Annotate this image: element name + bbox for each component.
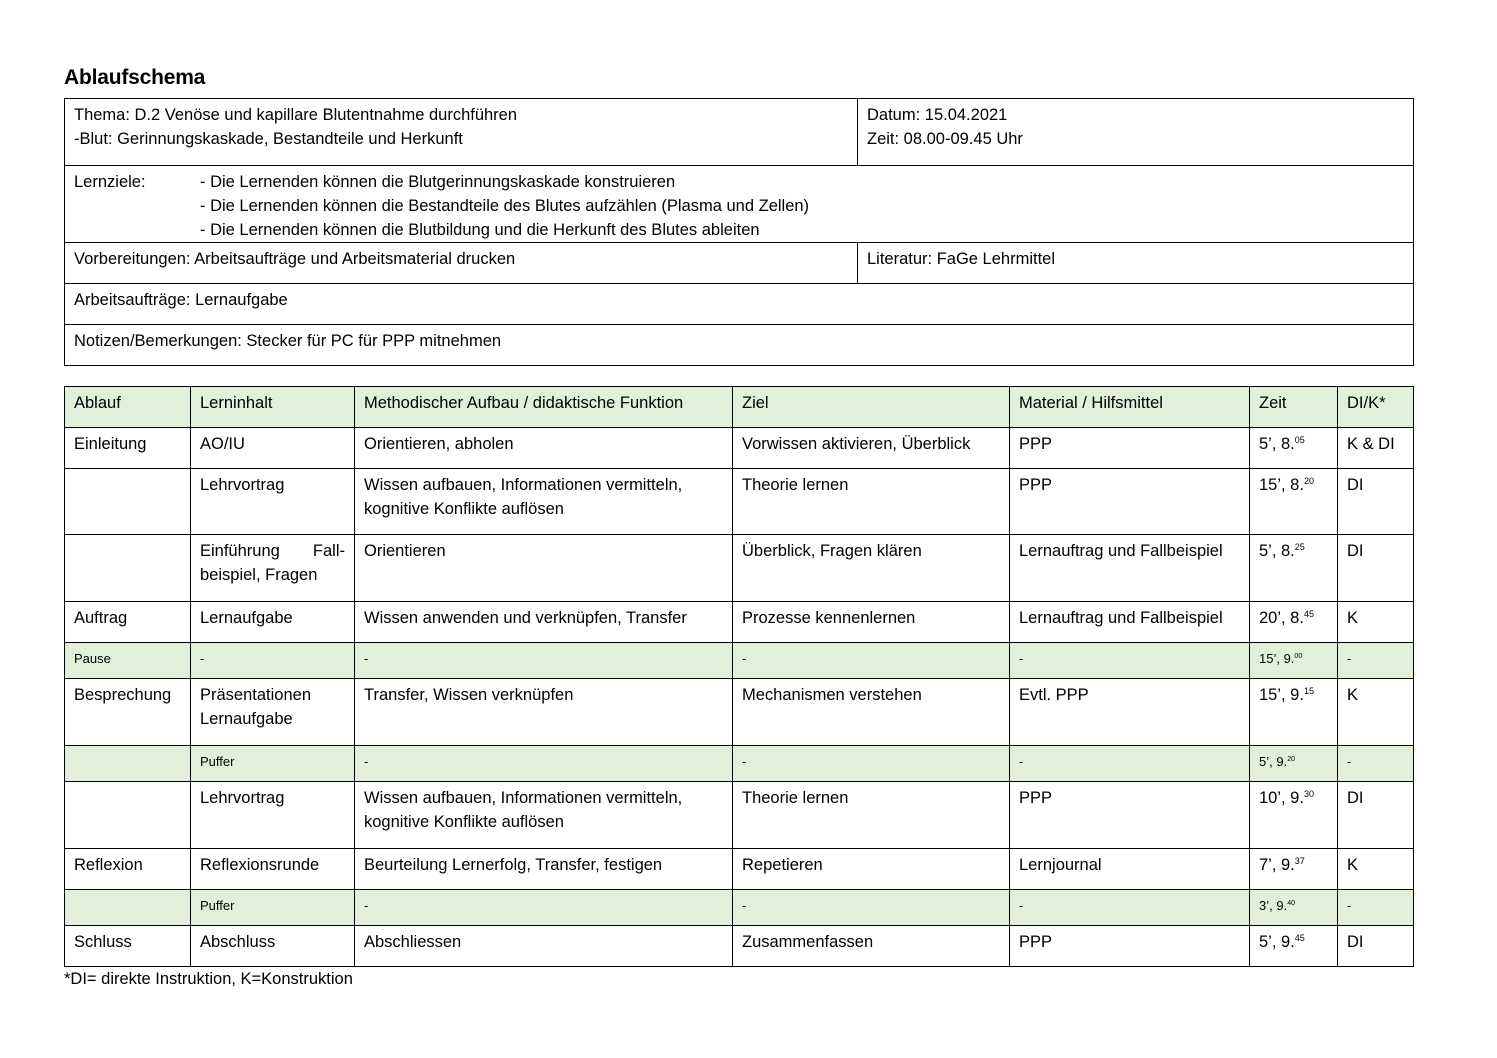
zeit-minutes: 20	[1287, 756, 1295, 763]
column-header: Ablauf	[65, 387, 191, 428]
ablauf-cell: Pause	[65, 643, 191, 679]
material-cell: Evtl. PPP	[1010, 679, 1250, 746]
zeit-cell	[1250, 428, 1338, 469]
ziel-cell: Überblick, Fragen klären	[733, 535, 1010, 602]
ablauf-table	[64, 386, 1414, 967]
zeit-value: 10’, 9.	[1259, 789, 1304, 807]
table-row	[65, 602, 1414, 643]
ablauf-cell	[65, 890, 191, 926]
zeit-cell	[1250, 849, 1338, 890]
material-cell: -	[1010, 746, 1250, 782]
methode-cell: Orientieren	[355, 535, 733, 602]
notizen-row	[65, 325, 1414, 366]
lerninhalt-cell: Lernaufgabe	[191, 602, 355, 643]
document-title: Ablaufschema	[64, 66, 206, 89]
vorbereitungen-cell: Vorbereitungen: Arbeitsaufträge und Arbeitsmaterial drucken	[65, 243, 858, 284]
methode-cell: Orientieren, abholen	[355, 428, 733, 469]
lerninhalt-cell: Einführung Fall-beispiel, Fragen	[191, 535, 355, 602]
zeit-value: 15’, 9.	[1259, 651, 1295, 666]
dik-cell: -	[1338, 890, 1414, 926]
table-row	[65, 849, 1414, 890]
ziel-cell: Repetieren	[733, 849, 1010, 890]
zeit-cell	[1250, 926, 1338, 967]
lernziele-label: Lernziele:	[74, 173, 146, 191]
ziel-cell: Mechanismen verstehen	[733, 679, 1010, 746]
material-cell: -	[1010, 643, 1250, 679]
material-cell: PPP	[1010, 428, 1250, 469]
zeit-cell	[1250, 679, 1338, 746]
ablauf-cell: Auftrag	[65, 602, 191, 643]
zeit-minutes: 15	[1303, 686, 1314, 696]
ziel-cell: -	[733, 643, 1010, 679]
zeit-value: 7’, 9.	[1259, 856, 1295, 874]
dik-cell: -	[1338, 746, 1414, 782]
zeit-value: 15’, 8.	[1259, 476, 1304, 494]
dik-cell: DI	[1338, 926, 1414, 967]
ablauf-cell: Einleitung	[65, 428, 191, 469]
datum-cell	[858, 99, 1414, 166]
dik-cell: K	[1338, 849, 1414, 890]
zeit-cell	[1250, 890, 1338, 926]
lernziele-row	[65, 166, 1414, 243]
methode-cell: Abschliessen	[355, 926, 733, 967]
material-cell: Lernjournal	[1010, 849, 1250, 890]
lernziel-item: - Die Lernenden können die Blutgerinnungskaskade konstruieren	[200, 173, 676, 191]
zeit-text: Zeit: 08.00-09.45 Uhr	[867, 130, 1023, 148]
zeit-value: 5’, 9.	[1259, 754, 1288, 769]
zeit-cell	[1250, 535, 1338, 602]
zeit-minutes: 40	[1287, 900, 1295, 907]
material-cell: PPP	[1010, 469, 1250, 535]
zeit-cell	[1250, 782, 1338, 849]
header-table	[64, 98, 1414, 366]
methode-cell: Wissen aufbauen, Informationen vermitteln, kognitive Konflikte auflösen	[355, 782, 733, 849]
methode-cell: -	[355, 890, 733, 926]
ablauf-cell: Besprechung	[65, 679, 191, 746]
ablauf-cell	[65, 746, 191, 782]
table-row-puffer	[65, 890, 1414, 926]
datum-text: Datum: 15.04.2021	[867, 106, 1008, 124]
material-cell: PPP	[1010, 926, 1250, 967]
zeit-cell	[1250, 602, 1338, 643]
methode-cell: Wissen aufbauen, Informationen vermitteln, kognitive Konflikte auflösen	[355, 469, 733, 535]
dik-cell: K	[1338, 679, 1414, 746]
zeit-value: 5’, 8.	[1259, 542, 1295, 560]
lernziele-cell	[65, 166, 1414, 243]
zeit-value: 20’, 8.	[1259, 609, 1304, 627]
table-row	[65, 782, 1414, 849]
thema-line-2: -Blut: Gerinnungskaskade, Bestandteile und Herkunft	[74, 130, 463, 148]
zeit-cell	[1250, 643, 1338, 679]
lerninhalt-cell: Lehrvortrag	[191, 469, 355, 535]
zeit-minutes: 05	[1294, 435, 1305, 445]
zeit-minutes: 00	[1294, 653, 1303, 660]
zeit-minutes: 20	[1303, 476, 1314, 486]
zeit-minutes: 45	[1294, 933, 1305, 943]
methode-cell: -	[355, 643, 733, 679]
dik-cell: DI	[1338, 782, 1414, 849]
ablauf-cell	[65, 469, 191, 535]
literatur-cell: Literatur: FaGe Lehrmittel	[858, 243, 1414, 284]
dik-cell: -	[1338, 643, 1414, 679]
ziel-cell: Theorie lernen	[733, 469, 1010, 535]
arbeitsauftraege-cell: Arbeitsaufträge: Lernaufgabe	[65, 284, 1414, 325]
ablauf-cell: Reflexion	[65, 849, 191, 890]
table-row	[65, 926, 1414, 967]
material-cell: -	[1010, 890, 1250, 926]
zeit-cell	[1250, 469, 1338, 535]
arbeitsauftraege-row	[65, 284, 1414, 325]
lerninhalt-cell: AO/IU	[191, 428, 355, 469]
lerninhalt-cell: Präsentationen Lernaufgabe	[191, 679, 355, 746]
column-header: Material / Hilfsmittel	[1010, 387, 1250, 428]
lernziel-item: - Die Lernenden können die Blutbildung und die Herkunft des Blutes ableiten	[200, 221, 760, 239]
zeit-value: 5’, 8.	[1259, 435, 1295, 453]
thema-cell	[65, 99, 858, 166]
zeit-minutes: 25	[1294, 542, 1305, 552]
zeit-minutes: 37	[1294, 856, 1305, 866]
ziel-cell: Vorwissen aktivieren, Überblick	[733, 428, 1010, 469]
methode-cell: Wissen anwenden und verknüpfen, Transfer	[355, 602, 733, 643]
dik-cell: DI	[1338, 535, 1414, 602]
vorbereitungen-row	[65, 243, 1414, 284]
table-row	[65, 428, 1414, 469]
lerninhalt-cell: Reflexionsrunde	[191, 849, 355, 890]
ablauf-cell	[65, 782, 191, 849]
ablauf-cell	[65, 535, 191, 602]
table-row-puffer	[65, 746, 1414, 782]
methode-cell: -	[355, 746, 733, 782]
column-header: DI/K*	[1338, 387, 1414, 428]
dik-cell: K	[1338, 602, 1414, 643]
thema-row	[65, 99, 1414, 166]
column-header: Lerninhalt	[191, 387, 355, 428]
table-row	[65, 535, 1414, 602]
lerninhalt-cell: Puffer	[191, 890, 355, 926]
lerninhalt-cell: Abschluss	[191, 926, 355, 967]
ziel-cell: -	[733, 746, 1010, 782]
methode-cell: Transfer, Wissen verknüpfen	[355, 679, 733, 746]
methode-cell: Beurteilung Lernerfolg, Transfer, festigen	[355, 849, 733, 890]
zeit-minutes: 30	[1303, 789, 1314, 799]
zeit-minutes: 45	[1303, 609, 1314, 619]
table-row	[65, 469, 1414, 535]
lernziele-list	[200, 170, 809, 242]
ziel-cell: Theorie lernen	[733, 782, 1010, 849]
material-cell: Lernauftrag und Fallbeispiel	[1010, 535, 1250, 602]
column-header: Ziel	[733, 387, 1010, 428]
thema-line-1: Thema: D.2 Venöse und kapillare Blutentnahme durchführen	[74, 106, 518, 124]
ablauf-cell: Schluss	[65, 926, 191, 967]
lerninhalt-cell: Puffer	[191, 746, 355, 782]
lerninhalt-cell: -	[191, 643, 355, 679]
ziel-cell: Zusammenfassen	[733, 926, 1010, 967]
material-cell: PPP	[1010, 782, 1250, 849]
dik-cell: DI	[1338, 469, 1414, 535]
table-row	[65, 679, 1414, 746]
dik-cell: K & DI	[1338, 428, 1414, 469]
ziel-cell: -	[733, 890, 1010, 926]
material-cell: Lernauftrag und Fallbeispiel	[1010, 602, 1250, 643]
column-header: Methodischer Aufbau / didaktische Funktion	[355, 387, 733, 428]
lerninhalt-cell: Lehrvortrag	[191, 782, 355, 849]
table-row-pause	[65, 643, 1414, 679]
zeit-value: 5’, 9.	[1259, 933, 1295, 951]
column-header: Zeit	[1250, 387, 1338, 428]
footnote: *DI= direkte Instruktion, K=Konstruktion	[64, 970, 353, 988]
ziel-cell: Prozesse kennenlernen	[733, 602, 1010, 643]
zeit-value: 15’, 9.	[1259, 686, 1304, 704]
zeit-value: 3’, 9.	[1259, 898, 1288, 913]
notizen-cell: Notizen/Bemerkungen: Stecker für PC für PPP mitnehmen	[65, 325, 1414, 366]
zeit-cell	[1250, 746, 1338, 782]
table-header-row	[65, 387, 1414, 428]
lernziel-item: - Die Lernenden können die Bestandteile des Blutes aufzählen (Plasma und Zellen)	[200, 197, 810, 215]
